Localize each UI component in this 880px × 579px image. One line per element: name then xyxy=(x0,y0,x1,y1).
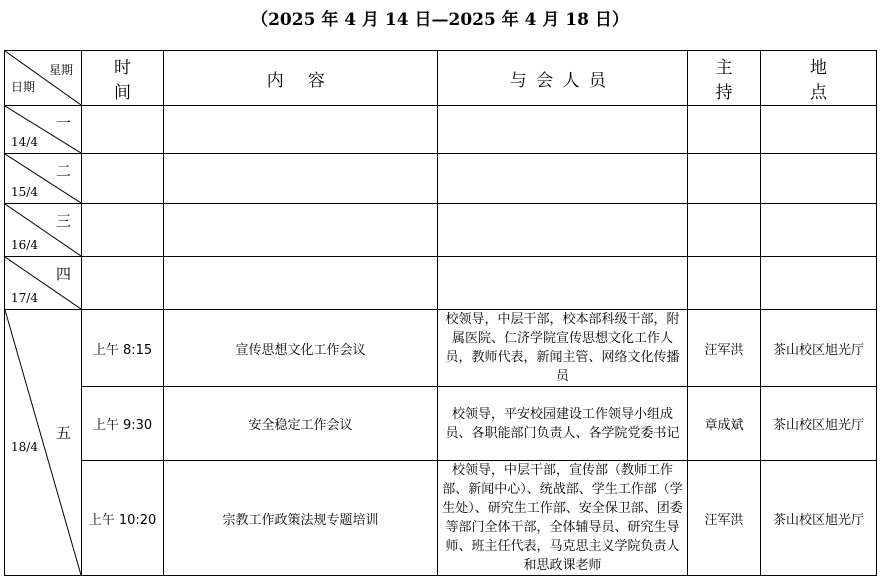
event-place: 茶山校区旭光厅 xyxy=(761,310,877,387)
day-row-wednesday xyxy=(5,204,877,257)
event-host: 章成斌 xyxy=(688,387,761,461)
event-host: 汪军洪 xyxy=(688,310,761,387)
date-header: 日期 xyxy=(11,80,36,94)
host-header: 主 持 xyxy=(688,51,761,106)
event-host: 汪军洪 xyxy=(688,461,761,576)
event-row xyxy=(5,310,877,387)
place-header: 地 点 xyxy=(761,51,877,106)
event-content: 宣传思想文化工作会议 xyxy=(164,310,438,387)
weekday-label: 二 xyxy=(55,162,71,180)
day-row-monday xyxy=(5,106,877,154)
event-content: 安全稳定工作会议 xyxy=(164,387,438,461)
day-cell xyxy=(5,154,82,204)
weekday-date-header-cell xyxy=(5,51,82,106)
event-attendees: 校领导，中层干部，宣传部（教师工作部、新闻中心）、统战部、学生工作部（学生处）、研究生工作部、安全保卫部、团委等部门全体干部，全体辅导员、研究生导师、班主任代表，马克思主义学院负责人和思政课老师 xyxy=(438,461,688,576)
event-place: 茶山校区旭光厅 xyxy=(761,461,877,576)
weekday-label: 三 xyxy=(55,212,71,230)
event-content: 宗教工作政策法规专题培训 xyxy=(164,461,438,576)
day-cell xyxy=(5,257,82,310)
date-label: 18/4 xyxy=(11,440,38,454)
day-cell xyxy=(5,204,82,257)
schedule-title: （2025 年 4 月 14 日—2025 年 4 月 18 日） xyxy=(251,10,629,30)
event-time: 上午 8:15 xyxy=(82,310,164,387)
event-row xyxy=(5,461,877,576)
event-attendees: 校领导，平安校园建设工作领导小组成员、各职能部门负责人、各学院党委书记 xyxy=(438,387,688,461)
date-label: 15/4 xyxy=(11,185,38,199)
weekday-header: 星期 xyxy=(48,63,73,77)
day-cell-friday xyxy=(5,310,82,576)
day-row-tuesday xyxy=(5,154,877,204)
schedule-table xyxy=(4,50,877,576)
date-label: 17/4 xyxy=(11,291,38,305)
attendees-header: 与会人员 xyxy=(438,51,688,106)
weekday-label: 四 xyxy=(55,265,71,283)
date-label: 16/4 xyxy=(11,238,38,252)
event-row xyxy=(5,387,877,461)
day-cell xyxy=(5,106,82,154)
time-header: 时 间 xyxy=(82,51,164,106)
date-label: 14/4 xyxy=(11,135,38,149)
weekday-label: 五 xyxy=(55,424,71,442)
content-header: 内 容 xyxy=(164,51,438,106)
event-place: 茶山校区旭光厅 xyxy=(761,387,877,461)
day-row-thursday xyxy=(5,257,877,310)
weekday-label: 一 xyxy=(55,114,71,132)
event-time: 上午 10:20 xyxy=(82,461,164,576)
event-attendees: 校领导，中层干部，校本部科级干部，附属医院、仁济学院宣传思想文化工作人员，教师代表，新闻主管、网络文化传播员 xyxy=(438,310,688,387)
event-time: 上午 9:30 xyxy=(82,387,164,461)
header-row xyxy=(5,51,877,106)
